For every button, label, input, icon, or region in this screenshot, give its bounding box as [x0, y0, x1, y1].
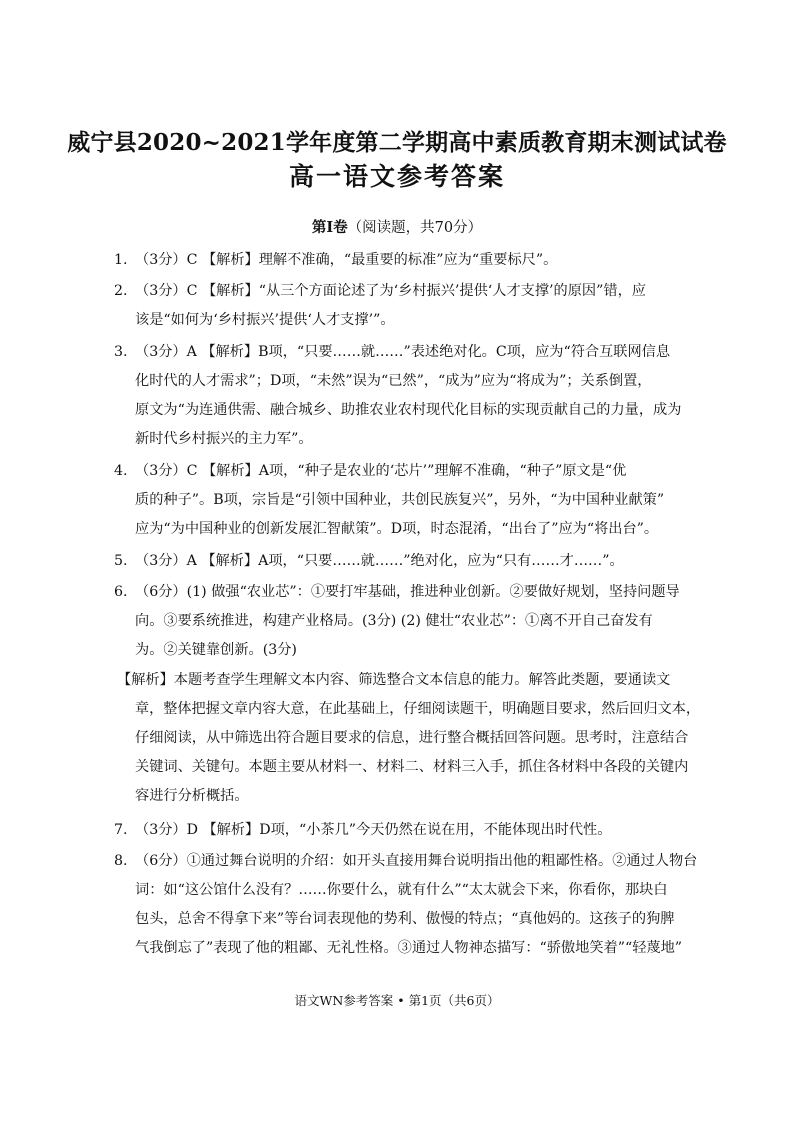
- answer-8: [114, 851, 697, 871]
- section-note: （阅读题，共70分）: [347, 220, 483, 236]
- answer-3-cont: 化时代的人才需求”；D项，“未然”误为“已然”，“成为”应为“将成为”；关系倒置，: [135, 373, 652, 389]
- answer-number: 4.: [114, 463, 128, 479]
- analysis-cont: 仔细阅读，从中筛选出符合题目要求的信息，进行整合概括回答问题。思考时，注意结合: [135, 730, 689, 746]
- page-footer: 语文WN参考答案 • 第1页（共6页）: [294, 993, 500, 1008]
- analysis-paragraph: 【解析】本题考查学生理解文本内容、筛选整合文本信息的能力。解答此类题，要通读文: [117, 672, 671, 688]
- analysis-cont: 容进行分析概括。: [135, 788, 249, 804]
- answer-number: 6.: [114, 584, 128, 600]
- answer-number: 5.: [114, 553, 128, 569]
- answer-8-cont: 气我倒忘了”表现了他的粗鄙、无礼性格。③通过人物神态描写：“骄傲地笑着”“轻蔑地”: [135, 940, 683, 956]
- answer-4-cont: 应为“为中国种业的创新发展汇智献策”。D项，时态混淆，“出台了”应为“将出台”。: [135, 521, 659, 537]
- answer-6-cont: 向。③要系统推进，构建产业格局。(3分) (2) 健壮“农业芯”：①离不开自己奋发有: [135, 613, 653, 629]
- section-heading: [0, 216, 794, 237]
- answer-5: [114, 551, 624, 571]
- answer-2: [114, 281, 646, 301]
- answer-text: （3分）C 【解析】“从三个方面论述了为‘乡村振兴’提供‘人才支撑’的原因”错，应: [135, 283, 646, 299]
- answer-number: 1.: [114, 252, 128, 268]
- answer-4: [114, 461, 626, 481]
- answer-text: （3分）C 【解析】理解不准确，“最重要的标准”应为“重要标尺”。: [135, 252, 558, 268]
- answer-text: （6分）(1) 做强“农业芯”：①要打牢基础，推进种业创新。②要做好规划，坚持问题导: [135, 584, 680, 600]
- answer-2-cont: 该是“如何为‘乡村振兴’提供‘人才支撑’”。: [135, 312, 395, 328]
- answer-number: 7.: [114, 822, 128, 838]
- answer-1: [114, 250, 557, 270]
- answer-3: [114, 342, 670, 362]
- analysis-cont: 章，整体把握文章内容大意，在此基础上，仔细阅读题干，明确题目要求，然后回归文本，: [135, 701, 701, 717]
- answer-8-cont: 词：如“这公馆什么没有？……你要什么，就有什么”“太太就会下来，你看你，那块白: [135, 882, 668, 898]
- answer-number: 3.: [114, 344, 128, 360]
- answer-3-cont: 新时代乡村振兴的主力军”。: [135, 431, 313, 447]
- analysis-cont: 关键词、关键句。本题主要从材料一、材料二、材料三入手，抓住各材料中各段的关键内: [135, 759, 689, 775]
- answer-6-cont: 为。②关键靠创新。(3分): [135, 642, 297, 658]
- answer-number: 8.: [114, 853, 128, 869]
- answer-text: （3分）D 【解析】D项，“小茶几”今天仍然在说在用，不能体现出时代性。: [135, 822, 612, 838]
- section-label: 第Ⅰ卷: [311, 219, 348, 236]
- answer-3-cont: 原文为“为连通供需、融合城乡、助推农业农村现代化目标的实现贡献自己的力量，成为: [135, 402, 682, 418]
- answer-text: （3分）A 【解析】A项，“只要……就……”绝对化，应为“只有……才……”。: [135, 553, 624, 569]
- answer-text: （3分）C 【解析】A项，“种子是农业的‘芯片’”理解不准确，“种子”原文是“优: [135, 463, 627, 479]
- answer-7: [114, 820, 611, 840]
- answer-4-cont: 质的种子”。B项，宗旨是“引领中国种业，共创民族复兴”，另外，“为中国种业献策”: [135, 492, 665, 508]
- answer-text: （3分）A 【解析】B项，“只要……就……”表述绝对化。C项，应为“符合互联网信息: [135, 344, 671, 360]
- answer-text: （6分）①通过舞台说明的介绍：如开头直接用舞台说明指出他的粗鄙性格。②通过人物台: [135, 853, 698, 869]
- exam-subtitle: 高一语文参考答案: [288, 162, 505, 191]
- exam-title: 威宁县2020~2021学年度第二学期高中素质教育期末测试试卷: [67, 129, 727, 156]
- answer-number: 2.: [114, 283, 128, 299]
- answer-6: [114, 582, 680, 602]
- answer-8-cont: 包头，总舍不得拿下来”等台词表现他的势利、傲慢的特点；“真他妈的。这孩子的狗脾: [135, 911, 675, 927]
